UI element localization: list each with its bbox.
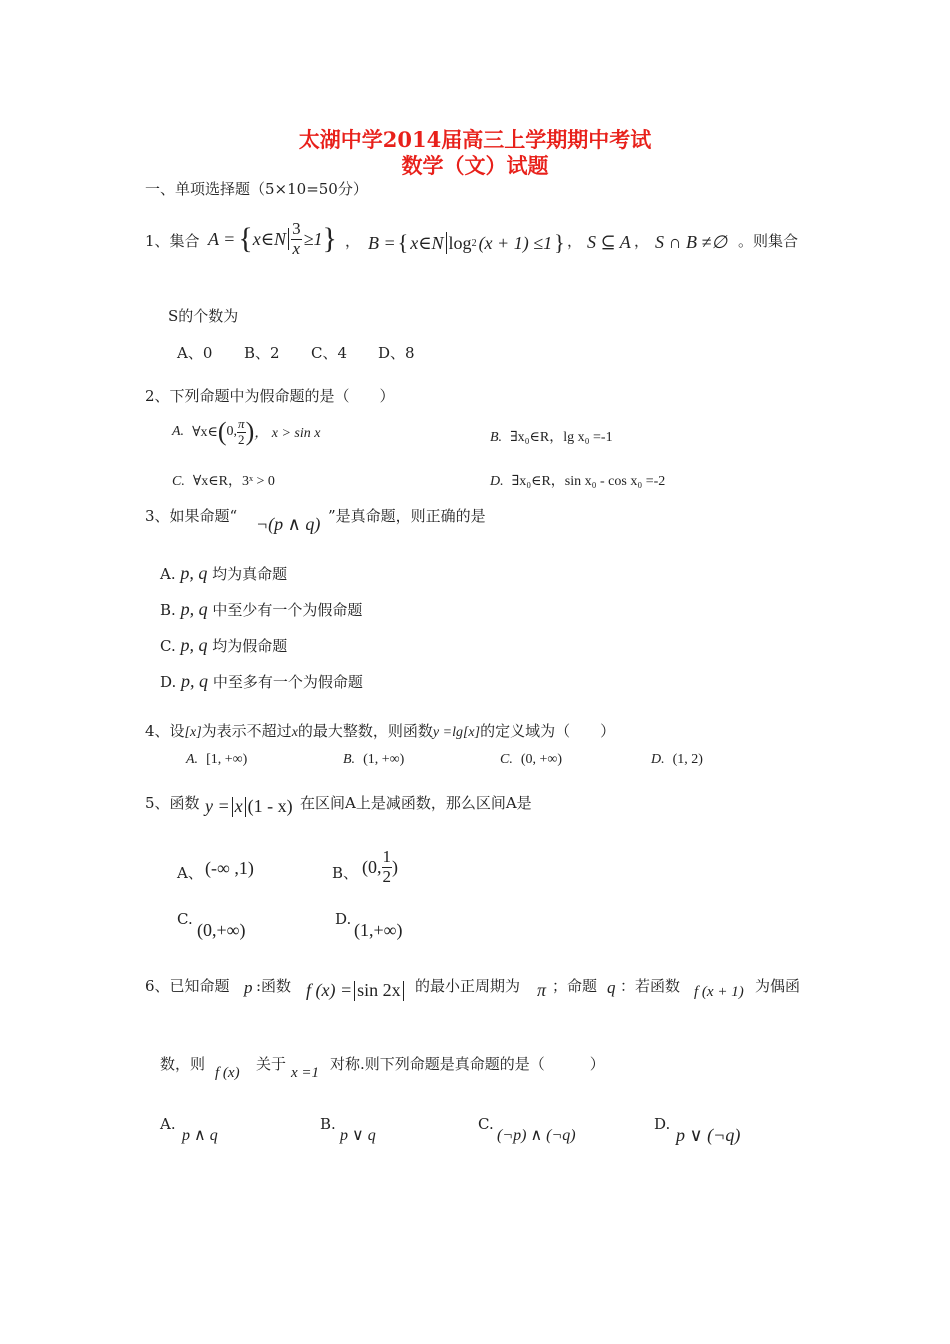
q3-option-c: C. p, q 均为假命题 bbox=[160, 635, 288, 655]
q6-option-d: p ∨ (¬q) bbox=[676, 1125, 741, 1145]
q1-comma: ， bbox=[634, 232, 650, 250]
q6-option-b: p ∨ q bbox=[340, 1127, 376, 1144]
q1-option-a: A、0 bbox=[177, 344, 213, 362]
q4-option-d: D. (1, 2) bbox=[651, 752, 703, 767]
q6-function: f (x) = sin 2x bbox=[306, 980, 406, 1001]
q6-stem-c: 的最小正周期为 bbox=[415, 977, 521, 995]
exam-title: 太湖中学2014届高三上学期期中考试 bbox=[298, 127, 652, 152]
q1-comma: ， bbox=[567, 232, 583, 250]
q6-option-a-label: A. bbox=[160, 1115, 176, 1133]
q6-f-x: f (x) bbox=[215, 1065, 240, 1081]
q2-option-d: D. ∃x₀∈R，sin x₀ - cos x₀ =-2 bbox=[490, 474, 666, 489]
q6-line2-a: 数，则 bbox=[160, 1055, 206, 1073]
q1-set-b: B = { x∈N log 2 (x + 1) ≤1 } bbox=[368, 230, 565, 255]
q1-number: 1、集合 bbox=[145, 232, 200, 250]
q6-stem-a: 6、已知命题 bbox=[145, 977, 230, 995]
q1-stem-line2: S的个数为 bbox=[168, 307, 239, 325]
q6-option-d-label: D. bbox=[654, 1115, 671, 1133]
q5-option-c-label: C. bbox=[177, 910, 193, 928]
q5-option-a-label: A、 bbox=[177, 864, 203, 882]
q5-stem-start: 5、函数 bbox=[145, 794, 200, 812]
q3-option-b: B. p, q 中至少有一个为假命题 bbox=[160, 599, 363, 619]
q1-option-d: D、8 bbox=[378, 344, 415, 362]
q6-option-c-label: C. bbox=[478, 1115, 494, 1133]
q1-option-c: C、4 bbox=[311, 344, 348, 362]
q6-stem-g: 为偶函 bbox=[755, 977, 801, 995]
section-heading: 一、单项选择题（5×10=50分） bbox=[145, 180, 368, 198]
q6-stem-e: ：若函数 bbox=[620, 977, 681, 995]
q6-stem-d: ；命题 bbox=[552, 977, 598, 995]
q5-stem-end: 在区间A上是减函数，那么区间A是 bbox=[300, 794, 532, 812]
q6-line2-c: 对称.则下列命题是真命题的是（ ） bbox=[330, 1055, 605, 1073]
q5-function: y = x (1 - x) bbox=[205, 796, 293, 816]
q5-option-d: (1,+∞) bbox=[354, 920, 403, 940]
q6-f-x-plus-1: f (x + 1) bbox=[694, 984, 744, 1000]
q3-stem-start: 3、如果命题“ bbox=[145, 507, 238, 525]
q3-option-a: A. p, q 均为真命题 bbox=[160, 563, 288, 583]
q6-p: p bbox=[244, 978, 253, 997]
q6-q: q bbox=[607, 978, 616, 997]
q1-set-a: A = { x∈N $\frac{3}{x}$ ≥1 } bbox=[208, 219, 337, 258]
q1-stem-end: 。则集合 bbox=[738, 232, 799, 250]
exam-subtitle: 数学（文）试题 bbox=[401, 153, 549, 178]
q3-stem-end: ”是真命题，则正确的是 bbox=[328, 507, 486, 525]
q5-option-b-label: B、 bbox=[332, 864, 359, 882]
q5-option-a: (-∞ ,1) bbox=[205, 858, 254, 878]
q4-stem: 4、设[x]为表示不超过x的最大整数，则函数y =lg[x]的定义域为（ ） bbox=[145, 722, 616, 740]
q2-option-c: C. ∀x∈R，3ˣ > 0 bbox=[172, 474, 275, 489]
q6-option-c: (¬p) ∧ (¬q) bbox=[497, 1127, 576, 1144]
q6-pi: π bbox=[537, 980, 547, 1000]
q6-option-b-label: B. bbox=[320, 1115, 336, 1133]
q4-option-b: B. (1, +∞) bbox=[343, 752, 405, 767]
q5-option-c: (0,+∞) bbox=[197, 920, 246, 940]
q2-option-a: A. ∀x∈ ( 0, $\frac{\pi}{2}$ ) ， x > sin x bbox=[172, 416, 321, 447]
q4-option-c: C. (0, +∞) bbox=[500, 752, 563, 767]
q1-relation-subset: S ⊆ A bbox=[587, 232, 631, 252]
q2-option-b: B. ∃x₀∈R，lg x₀ =-1 bbox=[490, 430, 613, 445]
q6-x-eq-1: x =1 bbox=[291, 1065, 320, 1081]
q4-option-a: A. [1, +∞) bbox=[186, 752, 248, 767]
q1-relation-intersection: S ∩ B ≠∅ bbox=[655, 232, 728, 252]
q1-comma: ， bbox=[345, 232, 361, 250]
q3-option-d: D. p, q 中至多有一个为假命题 bbox=[160, 671, 363, 691]
q5-option-b: (0, $\frac{1}{2}$ ) bbox=[362, 847, 398, 886]
q2-stem: 2、下列命题中为假命题的是（ ） bbox=[145, 387, 395, 405]
q6-stem-b: :函数 bbox=[256, 977, 292, 995]
q1-option-b: B、2 bbox=[244, 344, 280, 362]
q6-line2-b: 关于 bbox=[256, 1055, 287, 1073]
q3-expression: ¬(p ∧ q) bbox=[256, 514, 321, 534]
q6-option-a: p ∧ q bbox=[182, 1127, 218, 1144]
q5-option-d-label: D. bbox=[335, 910, 352, 928]
